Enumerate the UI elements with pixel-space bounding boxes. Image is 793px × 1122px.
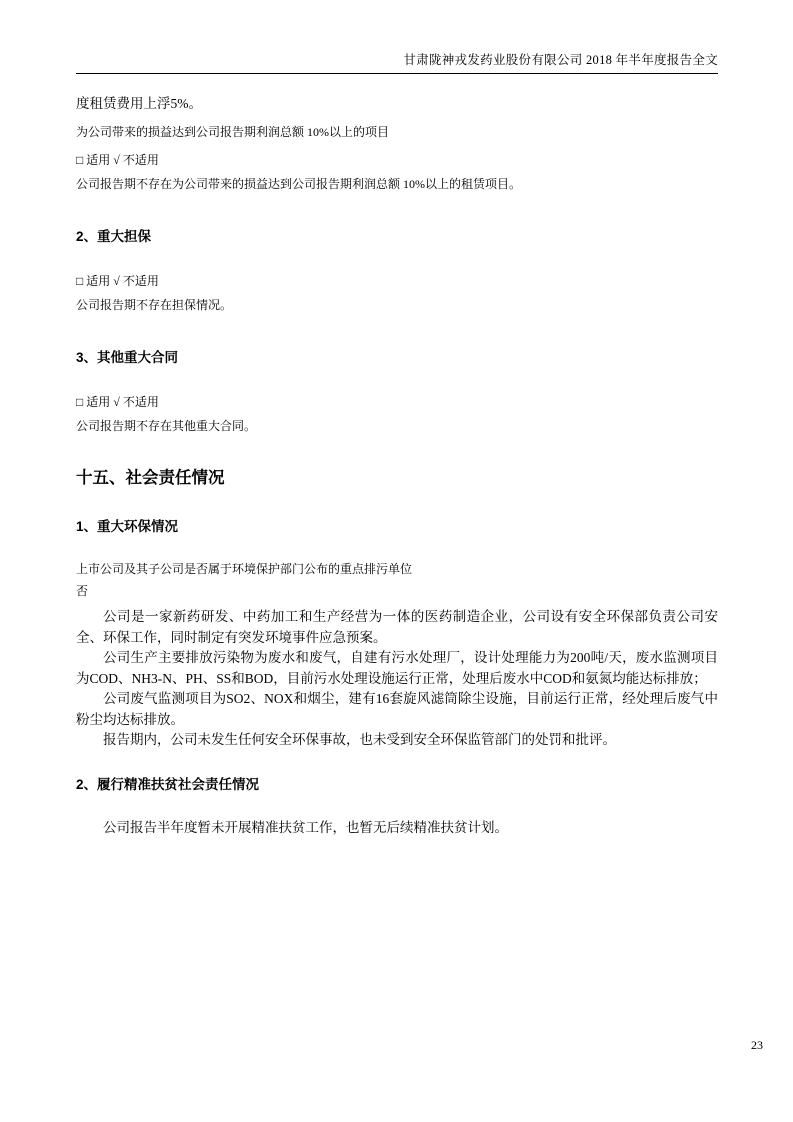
lease-statement: 公司报告期不存在为公司带来的损益达到公司报告期利润总额 10%以上的租赁项目。 — [76, 177, 521, 191]
poverty-alleviation-paragraph: 公司报告半年度暂未开展精准扶贫工作，也暂无后续精准扶贫计划。 — [103, 819, 508, 835]
heading-poverty-alleviation: 2、履行精准扶贫社会责任情况 — [76, 776, 260, 792]
env-paragraph-company-profile: 公司是一家新药研发、中药加工和生产经营为一体的医药制造企业，公司设有安全环保部负责公司安全、环保工作，同时制定有突发环境事件应急预案。 — [76, 609, 718, 645]
document-header-title: 甘肃陇神戎发药业股份有限公司 2018 年半年度报告全文 — [403, 53, 718, 67]
env-key-polluter-question: 上市公司及其子公司是否属于环境保护部门公布的重点排污单位 — [76, 562, 413, 576]
guarantee-applicability-line: □ 适用 √ 不适用 — [76, 274, 159, 288]
env-paragraph-no-accidents: 报告期内，公司未发生任何安全环保事故，也未受到安全环保监管部门的处罚和批评。 — [103, 732, 616, 747]
document-header — [76, 50, 718, 74]
guarantee-statement: 公司报告期不存在担保情况。 — [76, 298, 233, 312]
heading-environmental-protection: 1、重大环保情况 — [76, 519, 179, 534]
lease-applicability-line: □ 适用 √ 不适用 — [76, 153, 159, 167]
contracts-statement: 公司报告期不存在其他重大合同。 — [76, 419, 257, 433]
env-paragraph-wastewater: 公司生产主要排放污染物为废水和废气，自建有污水处理厂，设计处理能力为200吨/天，废水监测项目为COD、NH3-N、PH、SS和BOD，目前污水处理设施运行正常，处理后废水中COD和氨氮均能达标排放； — [76, 650, 718, 686]
heading-major-guarantees: 2、重大担保 — [76, 229, 152, 244]
env-key-polluter-answer: 否 — [76, 584, 89, 598]
lease-profit-threshold-line: 为公司带来的损益达到公司报告期利润总额 10%以上的项目 — [76, 125, 389, 139]
contracts-applicability-line: □ 适用 √ 不适用 — [76, 395, 159, 409]
lease-fee-increase-note: 度租赁费用上浮5%。 — [76, 96, 202, 111]
env-paragraph-exhaust-gas: 公司废气监测项目为SO2、NOX和烟尘，建有16套旋风滤筒除尘设施，目前运行正常，经处理后废气中粉尘均达标排放。 — [76, 691, 718, 727]
heading-social-responsibility: 十五、社会责任情况 — [76, 469, 225, 487]
page-number: 23 — [751, 1038, 763, 1052]
heading-other-major-contracts: 3、其他重大合同 — [76, 350, 179, 365]
